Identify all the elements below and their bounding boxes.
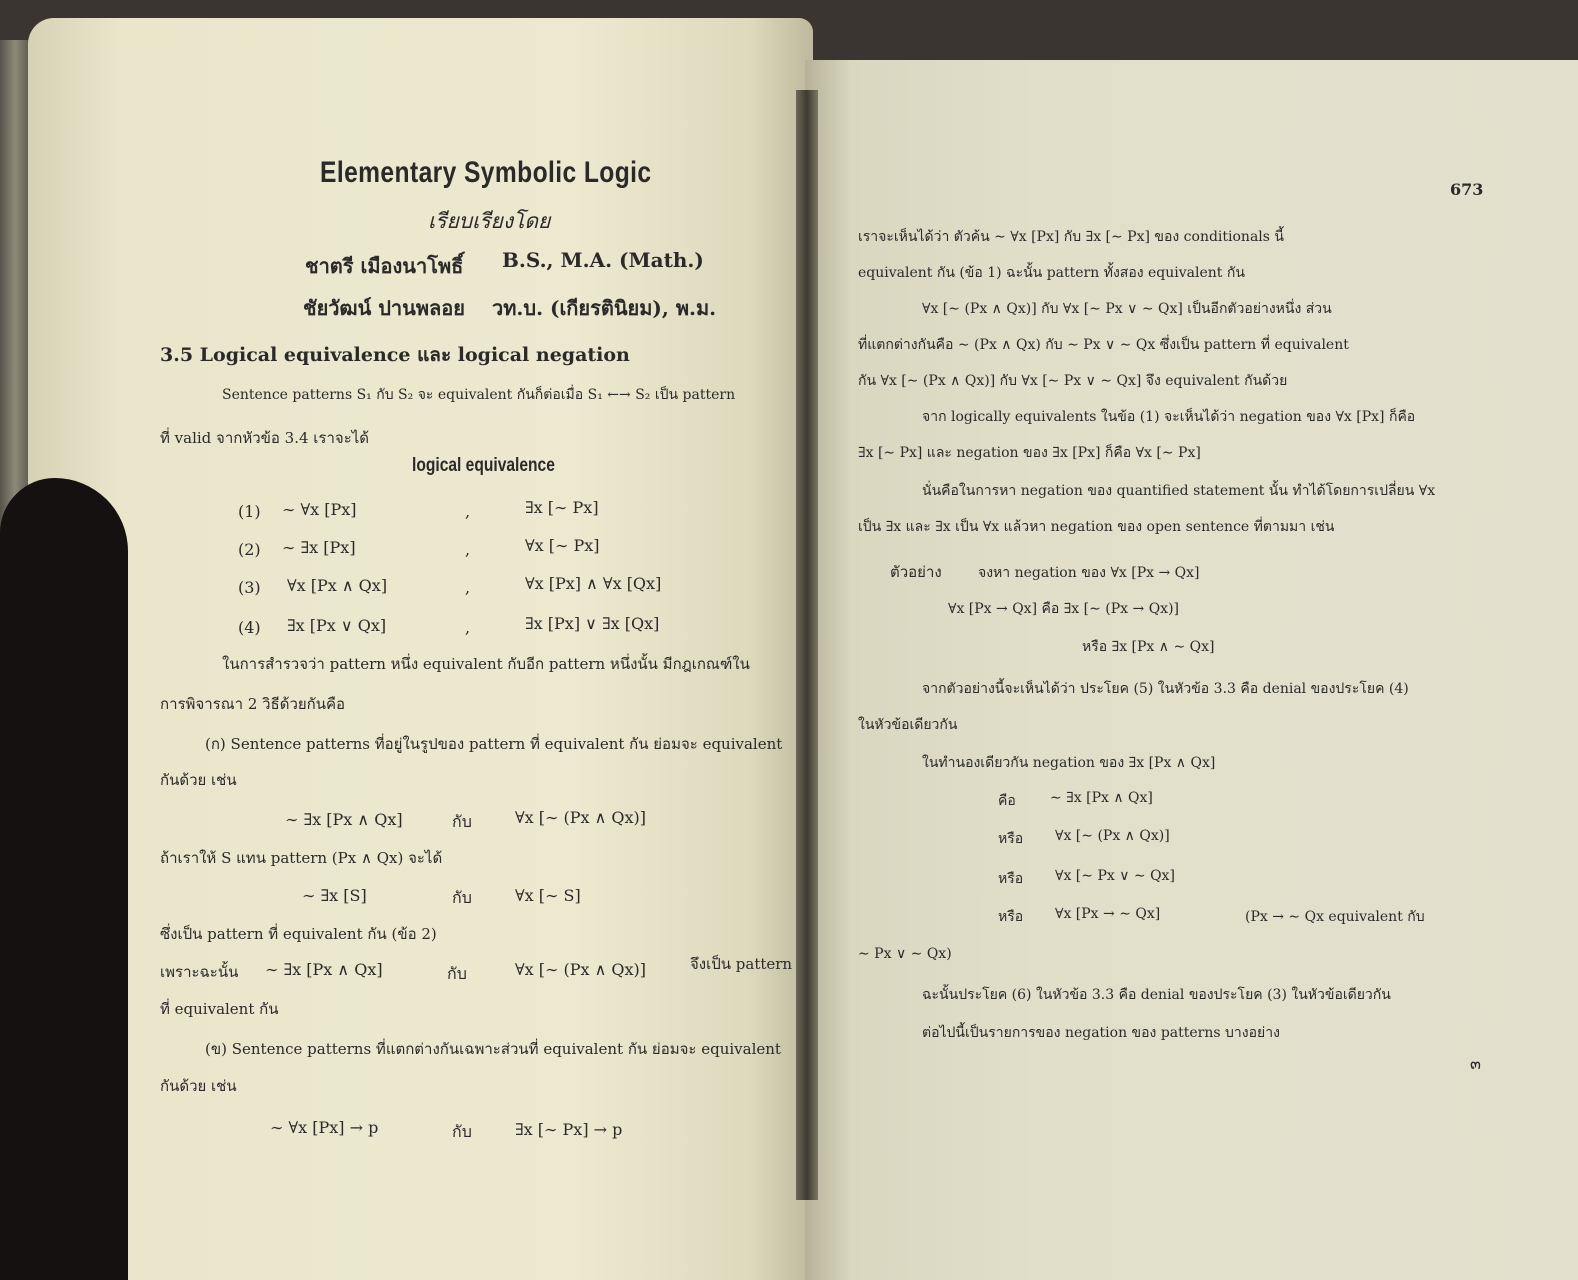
formula-1-connector: กับ xyxy=(452,812,472,831)
alternative-formula: ∼ ∃x [Px ∧ Qx] xyxy=(1050,790,1153,806)
s-definition-line: ถ้าเราให้ S แทน pattern (Px ∧ Qx) จะได้ xyxy=(160,849,443,867)
left-page xyxy=(28,18,813,1280)
because-prefix: เพราะฉะนั้น xyxy=(160,963,239,981)
text-line: ฉะนั้นประโยค (6) ในหัวข้อ 3.3 คือ denial ของประโยค (3) ในหัวข้อเดียวกัน xyxy=(922,987,1391,1003)
equivalence-right: ∃x [Px] ∨ ∃x [Qx] xyxy=(525,614,660,633)
text-line: เราจะเห็นได้ว่า ตัวค้น ∼ ∀x [Px] กับ ∃x [∼ Px] ของ conditionals นี้ xyxy=(858,229,1284,245)
equivalence-number: (4) xyxy=(238,618,261,637)
formula-4-left: ∼ ∀x [Px] → p xyxy=(270,1118,379,1137)
alternative-formula: ∀x [∼ Px ∨ ∼ Qx] xyxy=(1055,868,1175,884)
intro-line-1: Sentence patterns S₁ กับ S₂ จะ equivalent กันก็ต่อเมื่อ S₁ ←→ S₂ เป็น pattern xyxy=(222,387,736,403)
equivalence-left: ∼ ∀x [Px] xyxy=(282,500,357,519)
text-line: กัน ∀x [∼ (Px ∧ Qx)] กับ ∀x [∼ Px ∨ ∼ Qx] จึง equivalent กันด้วย xyxy=(858,373,1288,389)
alternative-word: หรือ xyxy=(998,909,1024,925)
formula-2-connector: กับ xyxy=(452,888,472,907)
equivalence-right: ∃x [∼ Px] xyxy=(525,498,599,517)
text-line: ต่อไปนี้เป็นรายการของ negation ของ patterns บางอย่าง xyxy=(922,1025,1280,1041)
text-line: ที่แตกต่างกันคือ ∼ (Px ∧ Qx) กับ ∼ Px ∨ ∼ Qx ซึ่งเป็น pattern ที่ equivalent xyxy=(858,337,1349,353)
alternative-formula: ∀x [∼ (Px ∧ Qx)] xyxy=(1055,828,1170,844)
author1-degree: B.S., M.A. (Math.) xyxy=(502,248,704,272)
formula-1-right: ∀x [∼ (Px ∧ Qx)] xyxy=(515,808,647,827)
formula-3-connector: กับ xyxy=(447,964,467,983)
since-line: ซึ่งเป็น pattern ที่ equivalent กัน (ข้อ 2) xyxy=(160,925,437,943)
footer-mark: ๓ xyxy=(1470,1054,1481,1073)
formula-4-connector: กับ xyxy=(452,1122,472,1141)
equivalence-separator: , xyxy=(465,618,471,637)
formula-1-left: ∼ ∃x [Px ∧ Qx] xyxy=(285,810,403,829)
para1-line-2: การพิจารณา 2 วิธีด้วยกันคือ xyxy=(160,695,346,713)
text-line: นั่นคือในการหา negation ของ quantified statement นั้น ทำได้โดยการเปลี่ยน ∀x xyxy=(922,483,1436,499)
text-line: ∼ Px ∨ ∼ Qx) xyxy=(858,946,952,962)
example-text: จงหา negation ของ ∀x [Px → Qx] xyxy=(978,565,1200,581)
alternative-note: (Px → ∼ Qx equivalent กับ xyxy=(1245,909,1425,925)
example-line-3: หรือ ∃x [Px ∧ ∼ Qx] xyxy=(1082,639,1215,655)
author1-name: ชาตรี เมืองนาโพธิ์ xyxy=(305,254,464,278)
thumb-shadow xyxy=(0,478,128,1280)
book-gutter xyxy=(796,90,818,1200)
formula-2-right: ∀x [∼ S] xyxy=(515,886,581,905)
rule-ka-line-2: กันด้วย เช่น xyxy=(160,771,237,789)
text-line: เป็น ∃x และ ∃x เป็น ∀x แล้วหา negation ของ open sentence ที่ตามมา เช่น xyxy=(858,519,1335,535)
text-line: ในทำนองเดียวกัน negation ของ ∃x [Px ∧ Qx] xyxy=(922,755,1216,771)
text-line: ∃x [∼ Px] และ negation ของ ∃x [Px] ก็คือ ∀x [∼ Px] xyxy=(858,445,1201,461)
equivalence-right: ∀x [∼ Px] xyxy=(525,536,600,555)
because-line-2: ที่ equivalent กัน xyxy=(160,1000,279,1018)
text-line: จาก logically equivalents ในข้อ (1) จะเห็นได้ว่า negation ของ ∀x [Px] ก็คือ xyxy=(922,409,1416,425)
rule-kho-line-2: กันด้วย เช่น xyxy=(160,1077,237,1095)
formula-3-left: ∼ ∃x [Px ∧ Qx] xyxy=(265,960,383,979)
alternative-word: หรือ xyxy=(998,831,1024,847)
section-heading: 3.5 Logical equivalence และ logical negation xyxy=(160,344,630,366)
example-label: ตัวอย่าง xyxy=(890,563,942,581)
formula-2-left: ∼ ∃x [S] xyxy=(302,886,367,905)
equivalence-right: ∀x [Px] ∧ ∀x [Qx] xyxy=(525,574,662,593)
text-line: equivalent กัน (ข้อ 1) ฉะนั้น pattern ทั้งสอง equivalent กัน xyxy=(858,265,1245,281)
rule-kho-line-1: (ข) Sentence patterns ที่แตกต่างกันเฉพาะส่วนที่ equivalent กัน ย่อมจะ equivalent xyxy=(205,1040,781,1058)
because-suffix: จึงเป็น pattern xyxy=(690,955,793,973)
text-line: ในหัวข้อเดียวกัน xyxy=(858,717,958,733)
text-line: จากตัวอย่างนี้จะเห็นได้ว่า ประโยค (5) ในหัวข้อ 3.3 คือ denial ของประโยค (4) xyxy=(922,681,1409,697)
alternative-word: หรือ xyxy=(998,871,1024,887)
equivalence-separator: , xyxy=(465,540,471,559)
para1-line-1: ในการสำรวจว่า pattern หนึ่ง equivalent กับอีก pattern หนึ่งนั้น มีกฎเกณฑ์ใน xyxy=(222,655,750,673)
equivalence-left: ∼ ∃x [Px] xyxy=(282,538,356,557)
equivalence-number: (2) xyxy=(238,540,261,559)
equivalence-separator: , xyxy=(465,578,471,597)
alternative-word: คือ xyxy=(998,793,1016,809)
book-title: Elementary Symbolic Logic xyxy=(320,156,652,189)
equivalence-number: (3) xyxy=(238,578,261,597)
alternative-formula: ∀x [Px → ∼ Qx] xyxy=(1055,906,1161,922)
intro-line-2: ที่ valid จากหัวข้อ 3.4 เราจะได้ xyxy=(160,429,370,447)
equivalence-left: ∀x [Px ∧ Qx] xyxy=(287,576,388,595)
text-line: ∀x [∼ (Px ∧ Qx)] กับ ∀x [∼ Px ∨ ∼ Qx] เป็นอีกตัวอย่างหนึ่ง ส่วน xyxy=(922,301,1332,317)
author2-degree: วท.บ. (เกียรตินิยม), พ.ม. xyxy=(492,296,717,320)
example-line-2: ∀x [Px → Qx] คือ ∃x [∼ (Px → Qx)] xyxy=(948,601,1179,617)
formula-3-right: ∀x [∼ (Px ∧ Qx)] xyxy=(515,960,647,979)
page-number: 673 xyxy=(1450,180,1484,199)
byline: เรียบเรียงโดย xyxy=(428,209,551,233)
formula-4-right: ∃x [∼ Px] → p xyxy=(515,1120,623,1139)
author2-name: ชัยวัฒน์ ปานพลอย xyxy=(303,296,465,320)
equivalence-left: ∃x [Px ∨ Qx] xyxy=(287,616,387,635)
rule-ka-line-1: (ก) Sentence patterns ที่อยู่ในรูปของ pattern ที่ equivalent กัน ย่อมจะ equivalent xyxy=(205,735,783,753)
logical-equivalence-heading: logical equivalence xyxy=(412,455,555,476)
equivalence-number: (1) xyxy=(238,502,261,521)
equivalence-separator: , xyxy=(465,502,471,521)
